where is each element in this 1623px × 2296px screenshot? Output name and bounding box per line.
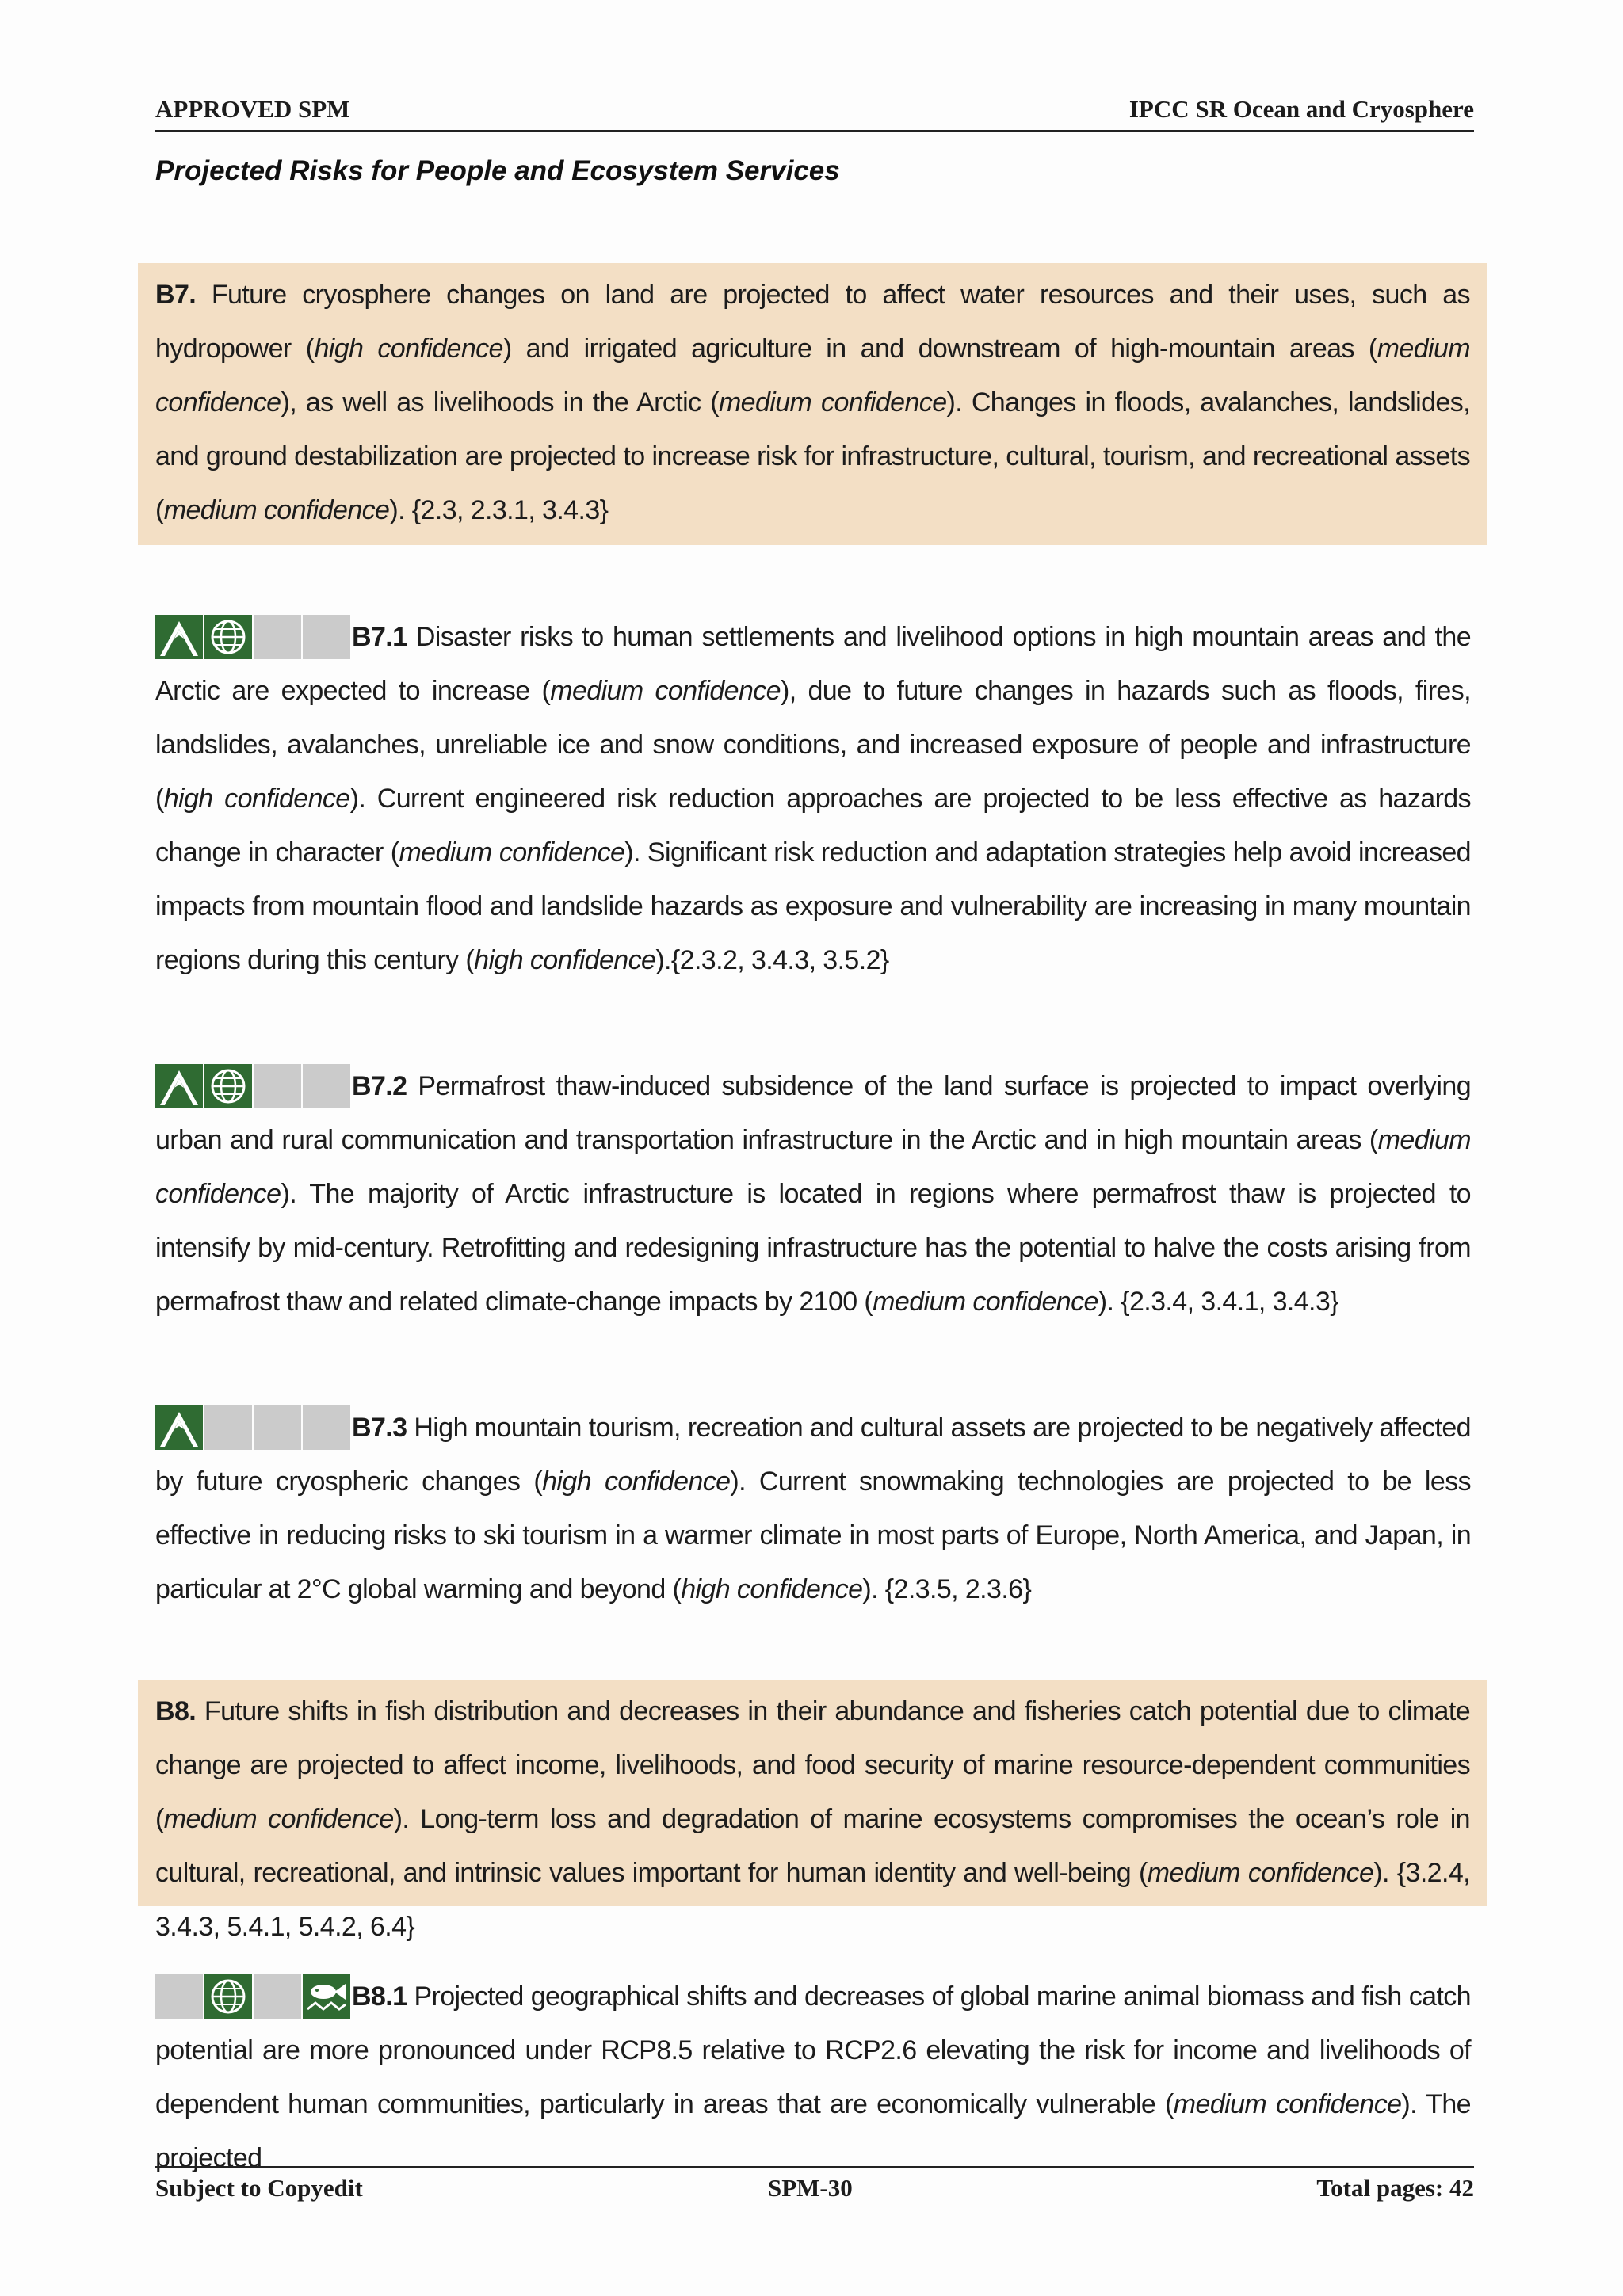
blank-icon-slot [254, 1405, 301, 1450]
blank-icon-slot [254, 615, 301, 659]
blank-icon-slot [155, 1974, 203, 2019]
globe-icon [204, 1974, 252, 2019]
b7-1-paragraph [155, 610, 1471, 987]
section-title: Projected Risks for People and Ecosystem Services [155, 155, 840, 186]
page-number: SPM-30 [768, 2174, 853, 2202]
b7-id: B7. [155, 280, 197, 310]
blank-icon-slot [303, 1064, 350, 1108]
page-header [155, 95, 1474, 132]
b7-3-icon-bar [155, 1405, 352, 1450]
mountain-icon [155, 1064, 203, 1108]
b7-text: B7. Future cryosphere changes on land are projected to affect water resources and their uses, such as hydropower (high confidence) and irrigated agriculture in and downstream of high-mountain areas (medium confidence), as well as livelihoods in the Arctic (medium confidence). Changes in floods, avalanches, landslides, and ground destabilization are projected to increase risk for infrastructure, cultural, tourism, and recreational assets (medium confidence). {2.3, 2.3.1, 3.4.3} [155, 280, 1470, 525]
blank-icon-slot [254, 1064, 301, 1108]
globe-icon [204, 1064, 252, 1108]
blank-icon-slot [254, 1974, 301, 2019]
footer-left: Subject to Copyedit [155, 2174, 363, 2202]
b7-2-text: B7.2 Permafrost thaw-induced subsidence of the land surface is projected to impact overlying urban and rural communication and transportation infrastructure in the Arctic and in high mountain areas (medium confidence). The majority of Arctic infrastructure is located in regions where permafrost thaw is projected to intensify by mid-century. Retrofitting and redesigning infrastructure has the potential to halve the costs arising from permafrost thaw and related climate-change impacts by 2100 (medium confidence). {2.3.4, 3.4.1, 3.4.3} [155, 1059, 1471, 1329]
header-right: IPCC SR Ocean and Cryosphere [1128, 95, 1474, 123]
b8-1-id: B8.1 [352, 1981, 407, 2012]
b7-2-icon-bar [155, 1064, 352, 1108]
b7-1-icon-bar [155, 615, 352, 659]
blank-icon-slot [303, 615, 350, 659]
b8-text: B8. Future shifts in fish distribution and decreases in their abundance and fisheries catch potential due to climate change are projected to affect income, livelihoods, and food security of marine resource-dependent communities (medium confidence). Long-term loss and degradation of marine ecosystems compromises the ocean’s role in cultural, recreational, and intrinsic values important for human identity and well-being (medium confidence). {3.2.4, 3.4.3, 5.4.1, 5.4.2, 6.4} [155, 1696, 1470, 1942]
blank-icon-slot [204, 1405, 252, 1450]
b7-1-text: B7.1 Disaster risks to human settlements and livelihood options in high mountain areas and the Arctic are expected to increase (medium confidence), due to future changes in hazards such as floods, fires, landslides, avalanches, unreliable ice and snow conditions, and increased exposure of people and infrastructure (high confidence). Current engineered risk reduction approaches are projected to be less effective as hazards change in character (medium confidence). Significant risk reduction and adaptation strategies help avoid increased impacts from mountain flood and landslide hazards as exposure and vulnerability are increasing in many mountain regions during this century (high confidence).{2.3.2, 3.4.3, 3.5.2} [155, 610, 1471, 987]
header-left: APPROVED SPM [155, 95, 350, 123]
b8-1-text: B8.1 Projected geographical shifts and decreases of global marine animal biomass and fish catch potential are more pronounced under RCP8.5 relative to RCP2.6 elevating the risk for income and livelihoods of dependent human communities, particularly in areas that are economically vulnerable (medium confidence). The projected [155, 1970, 1471, 2185]
fish-icon [303, 1974, 350, 2019]
mountain-icon [155, 1405, 203, 1450]
b8-id: B8. [155, 1696, 197, 1726]
page-footer [155, 2166, 1474, 2203]
footer-right: Total pages: 42 [1316, 2174, 1474, 2202]
b8-1-icon-bar [155, 1974, 352, 2019]
b7-3-paragraph [155, 1401, 1471, 1616]
globe-icon [204, 615, 252, 659]
b7-3-id: B7.3 [352, 1413, 407, 1443]
b8-1-paragraph [155, 1970, 1471, 2185]
b7-3-text: B7.3 High mountain tourism, recreation and cultural assets are projected to be negatively affected by future cryospheric changes (high confidence). Current snowmaking technologies are projected to be less effective in reducing risks to ski tourism in a warmer climate in most parts of Europe, North America, and Japan, in particular at 2°C global warming and beyond (high confidence). {2.3.5, 2.3.6} [155, 1401, 1471, 1616]
b7-2-id: B7.2 [352, 1071, 407, 1101]
b7-1-id: B7.1 [352, 622, 407, 652]
b8-box [138, 1680, 1487, 1942]
b7-box [138, 263, 1487, 545]
blank-icon-slot [303, 1405, 350, 1450]
b7-2-paragraph [155, 1059, 1471, 1329]
mountain-icon [155, 615, 203, 659]
